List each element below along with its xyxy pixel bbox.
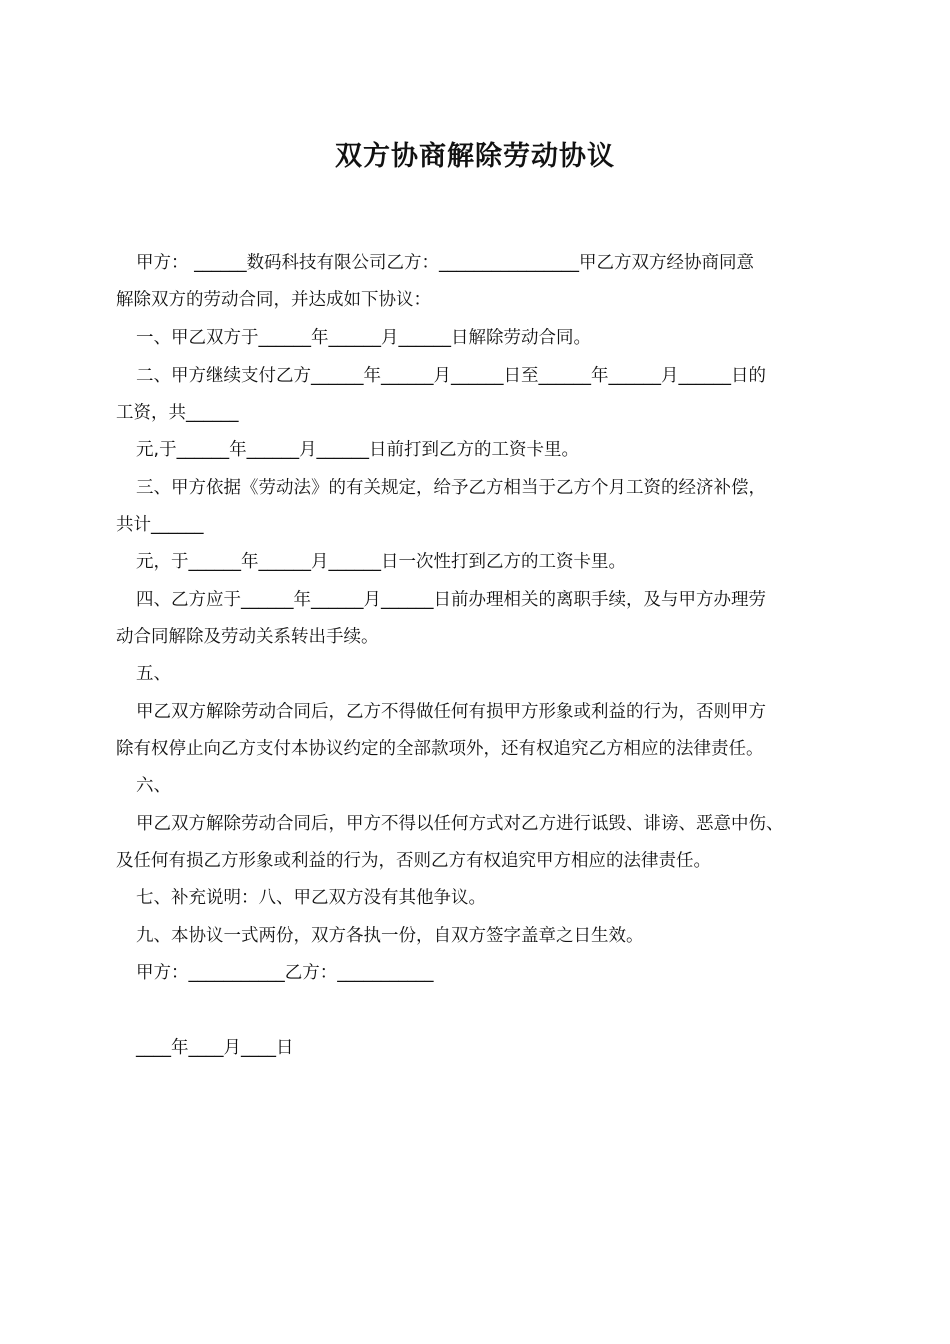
clause-4-line-2: 动合同解除及劳动关系转出手续。: [116, 627, 379, 647]
document-title: 双方协商解除劳动协议: [335, 141, 615, 172]
clause-6-line-2: 及任何有损乙方形象或利益的行为，否则乙方有权追究甲方相应的法律责任。: [116, 851, 711, 871]
clause-6-heading: 六、: [136, 776, 171, 796]
clause-5-line-1: 甲乙双方解除劳动合同后，乙方不得做任何有损甲方形象或利益的行为，否则甲方: [136, 702, 766, 722]
clause-5-line-2: 除有权停止向乙方支付本协议约定的全部款项外，还有权追究乙方相应的法律责任。: [116, 739, 764, 759]
clause-4-line-1: 四、乙方应于______年______月______日前办理相关的离职手续，及与甲方办理劳: [136, 590, 766, 610]
intro-line: 解除双方的劳动合同，并达成如下协议：: [116, 290, 431, 310]
clause-3-line-1: 三、甲方依据《劳动法》的有关规定，给予乙方相当于乙方个月工资的经济补偿，: [136, 478, 766, 498]
clause-2-line-3: 元,于______年______月______日前打到乙方的工资卡里。: [136, 440, 580, 460]
clause-3-line-2: 共计______: [116, 515, 204, 535]
clause-1: 一、甲乙双方于______年______月______日解除劳动合同。: [136, 328, 591, 348]
clause-6-line-1: 甲乙双方解除劳动合同后，甲方不得以任何方式对乙方进行诋毁、诽谤、恶意中伤、: [136, 814, 784, 834]
clause-7-8: 七、补充说明：八、甲乙双方没有其他争议。: [136, 888, 486, 908]
clause-3-line-3: 元，于______年______月______日一次性打到乙方的工资卡里。: [136, 552, 626, 572]
clause-2-line-2: 工资，共______: [116, 403, 239, 423]
party-line: 甲方： ______数码科技有限公司乙方：________________甲乙方双方经协商同意: [136, 253, 755, 273]
signature-line: 甲方：___________乙方：___________: [136, 963, 434, 983]
clause-5-heading: 五、: [136, 664, 171, 684]
clause-9: 九、本协议一式两份，双方各执一份，自双方签字盖章之日生效。: [136, 926, 644, 946]
clause-2-line-1: 二、甲方继续支付乙方______年______月______日至______年______月______日的: [136, 366, 766, 386]
date-line: ____年____月____日: [136, 1038, 294, 1058]
